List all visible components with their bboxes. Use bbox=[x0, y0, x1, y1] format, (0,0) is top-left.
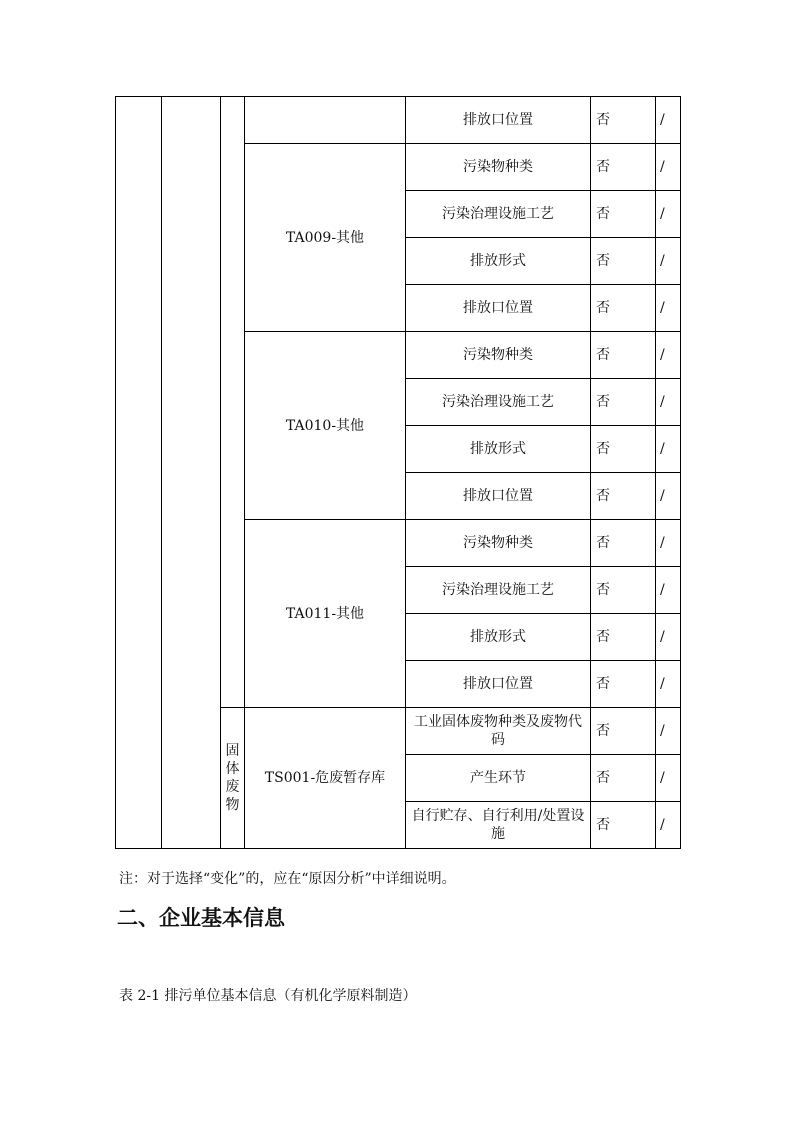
change-status: 否 bbox=[591, 802, 656, 849]
change-status: 否 bbox=[591, 285, 656, 332]
change-status: 否 bbox=[591, 614, 656, 661]
change-status: 否 bbox=[591, 379, 656, 426]
waste-category bbox=[221, 708, 245, 849]
change-status: 否 bbox=[591, 755, 656, 802]
table-caption: 表 2-1 排污单位基本信息（有机化学原料制造） bbox=[119, 988, 417, 1004]
check-item: 排放口位置 bbox=[406, 97, 591, 144]
reason-cell: / bbox=[656, 285, 681, 332]
change-status: 否 bbox=[591, 97, 656, 144]
table-note: 注：对于选择“变化”的，应在“原因分析”中详细说明。 bbox=[119, 871, 456, 887]
check-item: 污染物种类 bbox=[406, 144, 591, 191]
change-status: 否 bbox=[591, 520, 656, 567]
reason-cell: / bbox=[656, 802, 681, 849]
reason-cell: / bbox=[656, 567, 681, 614]
outlet-code: TA011-其他 bbox=[245, 520, 406, 708]
reason-cell: / bbox=[656, 755, 681, 802]
reason-cell: / bbox=[656, 708, 681, 755]
change-status: 否 bbox=[591, 708, 656, 755]
change-status: 否 bbox=[591, 567, 656, 614]
merged-cell-2 bbox=[162, 97, 221, 849]
merged-cell-1 bbox=[116, 97, 162, 849]
check-item: 污染治理设施工艺 bbox=[406, 191, 591, 238]
outlet-code: TA009-其他 bbox=[245, 144, 406, 332]
check-item: 自行贮存、自行利用/处置设施 bbox=[406, 802, 591, 849]
change-status: 否 bbox=[591, 473, 656, 520]
reason-cell: / bbox=[656, 97, 681, 144]
check-item: 排放形式 bbox=[406, 238, 591, 285]
reason-cell: / bbox=[656, 238, 681, 285]
change-status: 否 bbox=[591, 238, 656, 285]
reason-cell: / bbox=[656, 144, 681, 191]
check-item: 排放口位置 bbox=[406, 661, 591, 708]
check-item: 排放口位置 bbox=[406, 473, 591, 520]
waste-code: TS001-危废暂存库 bbox=[245, 708, 406, 849]
change-status: 否 bbox=[591, 661, 656, 708]
check-item: 污染物种类 bbox=[406, 332, 591, 379]
merged-cell-3 bbox=[221, 97, 245, 708]
change-status: 否 bbox=[591, 426, 656, 473]
check-item: 污染物种类 bbox=[406, 520, 591, 567]
reason-cell: / bbox=[656, 473, 681, 520]
section-heading: 二、企业基本信息 bbox=[117, 906, 285, 930]
change-status: 否 bbox=[591, 332, 656, 379]
reason-cell: / bbox=[656, 191, 681, 238]
change-status: 否 bbox=[591, 191, 656, 238]
check-item: 工业固体废物种类及废物代码 bbox=[406, 708, 591, 755]
check-item: 排放形式 bbox=[406, 614, 591, 661]
reason-cell: / bbox=[656, 379, 681, 426]
reason-cell: / bbox=[656, 426, 681, 473]
reason-cell: / bbox=[656, 332, 681, 379]
check-item: 产生环节 bbox=[406, 755, 591, 802]
reason-cell: / bbox=[656, 520, 681, 567]
change-status: 否 bbox=[591, 144, 656, 191]
check-item: 污染治理设施工艺 bbox=[406, 379, 591, 426]
outlet-code bbox=[245, 97, 406, 144]
table-row bbox=[116, 97, 681, 144]
outlet-code: TA010-其他 bbox=[245, 332, 406, 520]
check-item: 排放口位置 bbox=[406, 285, 591, 332]
reason-cell: / bbox=[656, 614, 681, 661]
check-item: 污染治理设施工艺 bbox=[406, 567, 591, 614]
check-item: 排放形式 bbox=[406, 426, 591, 473]
reason-cell: / bbox=[656, 661, 681, 708]
change-table bbox=[115, 96, 681, 849]
waste-category-label: 固体废物 bbox=[225, 743, 240, 813]
